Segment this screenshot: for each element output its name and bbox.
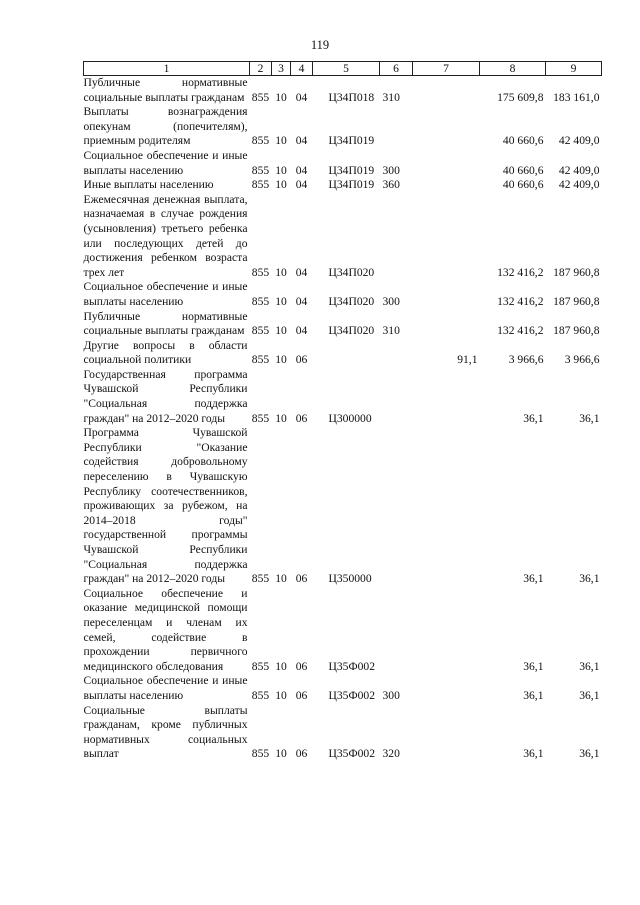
amount-2016-cell: 187 960,8 xyxy=(553,265,600,279)
amount-2015-cell: 40 660,6 xyxy=(502,163,544,177)
section-cell: 10 xyxy=(275,411,287,425)
subsection-cell: 04 xyxy=(295,178,308,192)
chapter-code-cell: 855 xyxy=(251,178,270,192)
row-name-cell: Государственная программа Чувашской Республики "Социальная поддержка граждан" на 2012–2020 годы xyxy=(83,367,248,425)
table-row xyxy=(84,105,602,149)
amount-2016-cell: 42 409,0 xyxy=(558,134,600,148)
table-row xyxy=(84,704,602,762)
amendment-cell xyxy=(413,704,480,762)
expense-type-cell: 300 xyxy=(382,294,400,308)
subsection-cell: 04 xyxy=(295,324,308,338)
amount-2015-cell: 132 416,2 xyxy=(497,324,544,338)
amount-2016-cell: 36,1 xyxy=(579,688,600,702)
table-row xyxy=(84,149,602,178)
row-name-cell: Социальное обеспечение и иные выплаты населению xyxy=(83,148,248,177)
section-cell: 10 xyxy=(275,294,287,308)
amount-2016-cell: 187 960,8 xyxy=(553,324,600,338)
table-row xyxy=(84,339,602,368)
amount-2016-cell: 183 161,0 xyxy=(553,90,600,104)
row-name-cell: Программа Чувашской Республики "Оказание содействия добровольному переселению в Чувашскую Республику соотечественников, проживающих за рубежом, на 2014–2018 годы" государственной программы Чувашской Республики "Социальная поддержка граждан" на 2012–2020 годы xyxy=(83,426,248,586)
table-row xyxy=(84,193,602,281)
amendment-cell xyxy=(413,674,480,703)
target-article-cell: Ц35Ф002 xyxy=(328,659,376,673)
section-cell: 10 xyxy=(275,572,287,586)
chapter-code-cell: 855 xyxy=(251,572,270,586)
amount-2016-cell: 42 409,0 xyxy=(558,178,600,192)
subsection-cell: 04 xyxy=(295,265,308,279)
header-cell: 1 xyxy=(84,62,250,76)
chapter-code-cell: 855 xyxy=(251,353,270,367)
subsection-cell: 06 xyxy=(295,688,308,702)
target-article-cell: Ц34П020 xyxy=(328,324,375,338)
chapter-code-cell: 855 xyxy=(251,688,270,702)
header-cell: 4 xyxy=(291,62,313,76)
chapter-code-cell: 855 xyxy=(251,134,270,148)
expense-type-cell xyxy=(380,587,413,675)
expense-type-cell: 300 xyxy=(382,163,400,177)
row-name-cell: Иные выплаты населению xyxy=(83,178,214,192)
table-row xyxy=(84,310,602,339)
expense-type-cell: 300 xyxy=(382,688,400,702)
amendment-cell: 91,1 xyxy=(457,353,478,367)
expense-type-cell: 320 xyxy=(382,747,400,761)
chapter-code-cell: 855 xyxy=(251,659,270,673)
header-cell: 2 xyxy=(250,62,272,76)
header-cell: 5 xyxy=(313,62,380,76)
amount-2015-cell: 175 609,8 xyxy=(497,90,544,104)
amendment-cell xyxy=(413,105,480,149)
header-cell: 3 xyxy=(272,62,291,76)
amount-2015-cell: 36,1 xyxy=(523,659,544,673)
chapter-code-cell: 855 xyxy=(251,324,270,338)
chapter-code-cell: 855 xyxy=(251,90,270,104)
amount-2015-cell: 40 660,6 xyxy=(502,178,544,192)
amount-2015-cell: 40 660,6 xyxy=(502,134,544,148)
expense-type-cell: 310 xyxy=(382,90,400,104)
subsection-cell: 04 xyxy=(295,163,308,177)
row-name-cell: Публичные нормативные социальные выплаты гражданам xyxy=(83,76,248,104)
amount-2015-cell: 132 416,2 xyxy=(497,265,544,279)
chapter-code-cell: 855 xyxy=(251,265,270,279)
row-name-cell: Социальные выплаты гражданам, кроме публичных нормативных социальных выплат xyxy=(83,703,248,761)
table-row xyxy=(84,178,602,193)
page-number: 119 xyxy=(310,38,330,52)
section-cell: 10 xyxy=(275,265,287,279)
section-cell: 10 xyxy=(275,134,287,148)
chapter-code-cell: 855 xyxy=(251,747,270,761)
expense-type-cell xyxy=(380,368,413,426)
amount-2015-cell: 36,1 xyxy=(523,572,544,586)
subsection-cell: 06 xyxy=(295,411,308,425)
subsection-cell: 04 xyxy=(295,294,308,308)
header-cell: 9 xyxy=(546,62,602,76)
subsection-cell: 06 xyxy=(295,572,308,586)
table-body xyxy=(84,76,602,762)
target-article-cell: Ц34П019 xyxy=(328,178,375,192)
expense-type-cell xyxy=(380,426,413,587)
row-name-cell: Социальное обеспечение и иные выплаты населению xyxy=(83,674,248,702)
row-name-cell: Ежемесячная денежная выплата, назначаемая в случае рождения (усыновления) третьего ребенка или последующих детей до достижения ребенком возраста трех лет xyxy=(83,192,248,279)
subsection-cell: 06 xyxy=(295,747,308,761)
amendment-cell xyxy=(413,76,480,106)
target-article-cell: Ц350000 xyxy=(328,572,372,586)
expense-type-cell xyxy=(380,193,413,281)
subsection-cell: 06 xyxy=(295,353,308,367)
table-row xyxy=(84,587,602,675)
amendment-cell xyxy=(413,587,480,675)
target-article-cell: Ц35Ф002 xyxy=(328,747,376,761)
chapter-code-cell: 855 xyxy=(251,294,270,308)
section-cell: 10 xyxy=(275,178,287,192)
amount-2015-cell: 36,1 xyxy=(523,688,544,702)
expense-type-cell: 310 xyxy=(382,324,400,338)
target-article-cell: Ц34П020 xyxy=(328,265,375,279)
amount-2016-cell: 36,1 xyxy=(579,411,600,425)
amount-2016-cell: 36,1 xyxy=(579,659,600,673)
expense-type-cell xyxy=(380,105,413,149)
header-cell: 7 xyxy=(413,62,480,76)
row-name-cell: Социальное обеспечение и оказание медицинской помощи переселенцам и членам их семей, содействие в прохождении первичного медицинского обследования xyxy=(83,586,248,673)
subsection-cell: 06 xyxy=(295,659,308,673)
expense-type-cell: 360 xyxy=(382,178,400,192)
amount-2016-cell: 3 966,6 xyxy=(564,353,600,367)
amendment-cell xyxy=(413,280,480,309)
table-row xyxy=(84,76,602,106)
target-article-cell: Ц34П019 xyxy=(328,163,375,177)
amount-2015-cell: 132 416,2 xyxy=(497,294,544,308)
target-article-cell xyxy=(313,339,380,368)
section-cell: 10 xyxy=(275,747,287,761)
target-article-cell: Ц34П020 xyxy=(328,294,375,308)
amendment-cell xyxy=(413,426,480,587)
amendment-cell xyxy=(413,193,480,281)
row-name-cell: Публичные нормативные социальные выплаты гражданам xyxy=(83,309,248,338)
header-cell: 8 xyxy=(480,62,546,76)
amount-2015-cell: 3 966,6 xyxy=(508,353,544,367)
header-cell: 6 xyxy=(380,62,413,76)
target-article-cell: Ц34П019 xyxy=(328,134,375,148)
table-row xyxy=(84,674,602,703)
amendment-cell xyxy=(413,368,480,426)
header-row xyxy=(84,62,602,76)
budget-table xyxy=(83,61,602,762)
section-cell: 10 xyxy=(275,688,287,702)
amount-2016-cell: 42 409,0 xyxy=(558,163,600,177)
amendment-cell xyxy=(413,149,480,178)
row-name-cell: Другие вопросы в области социальной политики xyxy=(83,338,248,367)
target-article-cell: Ц34П018 xyxy=(328,90,375,104)
row-name-cell: Социальное обеспечение и иные выплаты населению xyxy=(83,280,248,308)
table-row xyxy=(84,368,602,426)
amount-2015-cell: 36,1 xyxy=(523,411,544,425)
section-cell: 10 xyxy=(275,659,287,673)
target-article-cell: Ц300000 xyxy=(328,411,372,425)
amendment-cell xyxy=(413,310,480,339)
expense-type-cell xyxy=(380,339,413,368)
section-cell: 10 xyxy=(275,90,287,104)
amendment-cell xyxy=(413,178,480,193)
amount-2016-cell: 187 960,8 xyxy=(553,294,600,308)
target-article-cell: Ц35Ф002 xyxy=(328,688,376,702)
table-row xyxy=(84,426,602,587)
row-name-cell: Выплаты вознаграждения опекунам (попечителям), приемным родителям xyxy=(83,105,248,148)
subsection-cell: 04 xyxy=(295,134,308,148)
section-cell: 10 xyxy=(275,324,287,338)
section-cell: 10 xyxy=(275,163,287,177)
chapter-code-cell: 855 xyxy=(251,411,270,425)
amount-2015-cell: 36,1 xyxy=(523,747,544,761)
amount-2016-cell: 36,1 xyxy=(579,572,600,586)
subsection-cell: 04 xyxy=(295,90,308,104)
chapter-code-cell: 855 xyxy=(251,163,270,177)
section-cell: 10 xyxy=(275,353,287,367)
table-row xyxy=(84,280,602,309)
amount-2016-cell: 36,1 xyxy=(579,747,600,761)
